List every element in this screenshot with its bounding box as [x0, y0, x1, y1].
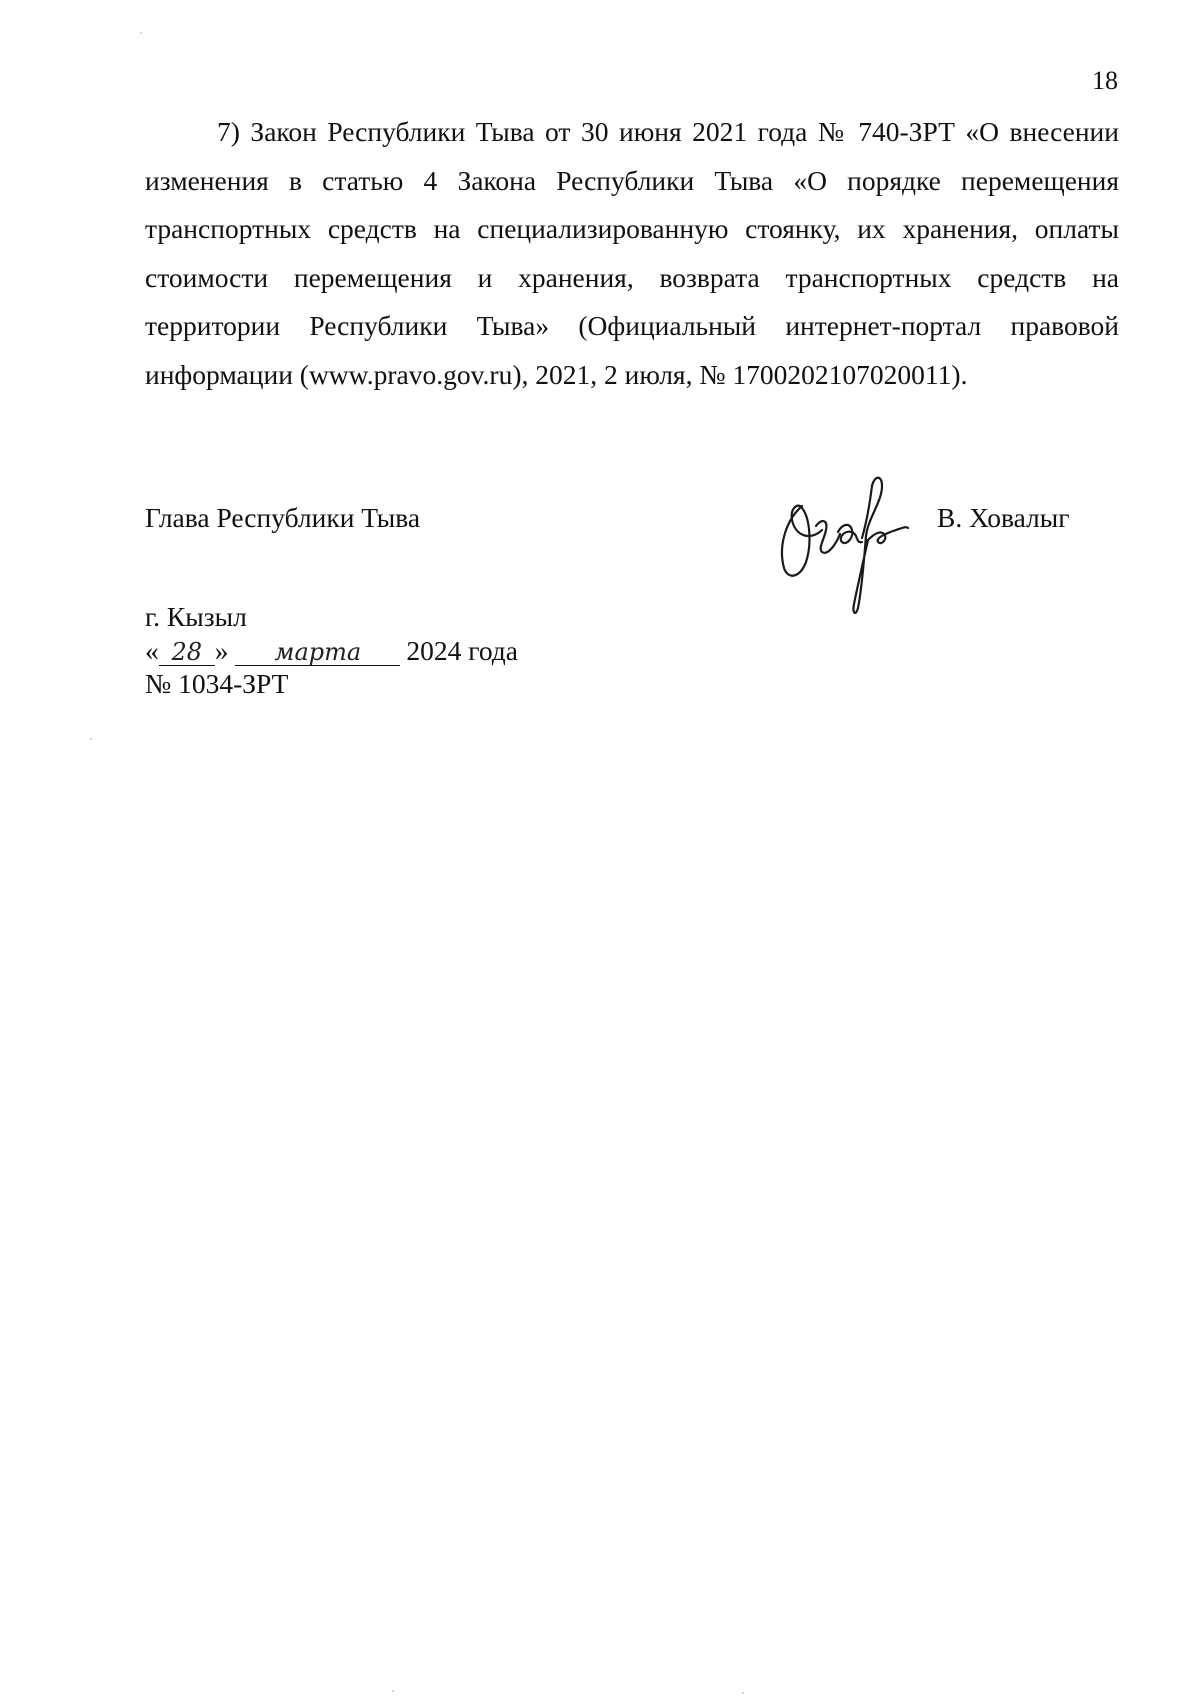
- date-month-handwritten: марта: [235, 639, 400, 666]
- scan-speck: [90, 738, 92, 740]
- date-close-quote: »: [214, 635, 229, 666]
- law-reference-paragraph: 7) Закон Республики Тыва от 30 июня 2021 года № 740-ЗРТ «О внесении изменения в статью 4 Закона Республики Тыва «О порядке перемещения транспортных средств на специализированную стоянку, их хранения, оплаты стоимости перемещения и хранения, возврата транспортных средств на территории Республики Тыва» (Официальный интернет-портал правовой информации (www.pravo.gov.ru), 2021, 2 июля, № 1700202107020011).: [145, 116, 1119, 390]
- page-number: 18: [1092, 66, 1118, 95]
- place-of-signing: г. Кызыл: [145, 601, 247, 632]
- signatory-position: Глава Республики Тыва: [145, 502, 421, 533]
- scan-speck: [392, 1690, 394, 1692]
- date-open-quote: «: [145, 635, 159, 666]
- law-number: № 1034-ЗРТ: [145, 668, 289, 699]
- handwritten-signature: [772, 468, 922, 620]
- date-day-handwritten: 28: [159, 639, 215, 666]
- date-year: 2024 года: [406, 635, 518, 666]
- signatory-name: В. Ховалыг: [937, 502, 1070, 533]
- scan-speck: [140, 32, 142, 34]
- signing-date: [145, 635, 518, 667]
- scan-speck: [742, 1692, 744, 1694]
